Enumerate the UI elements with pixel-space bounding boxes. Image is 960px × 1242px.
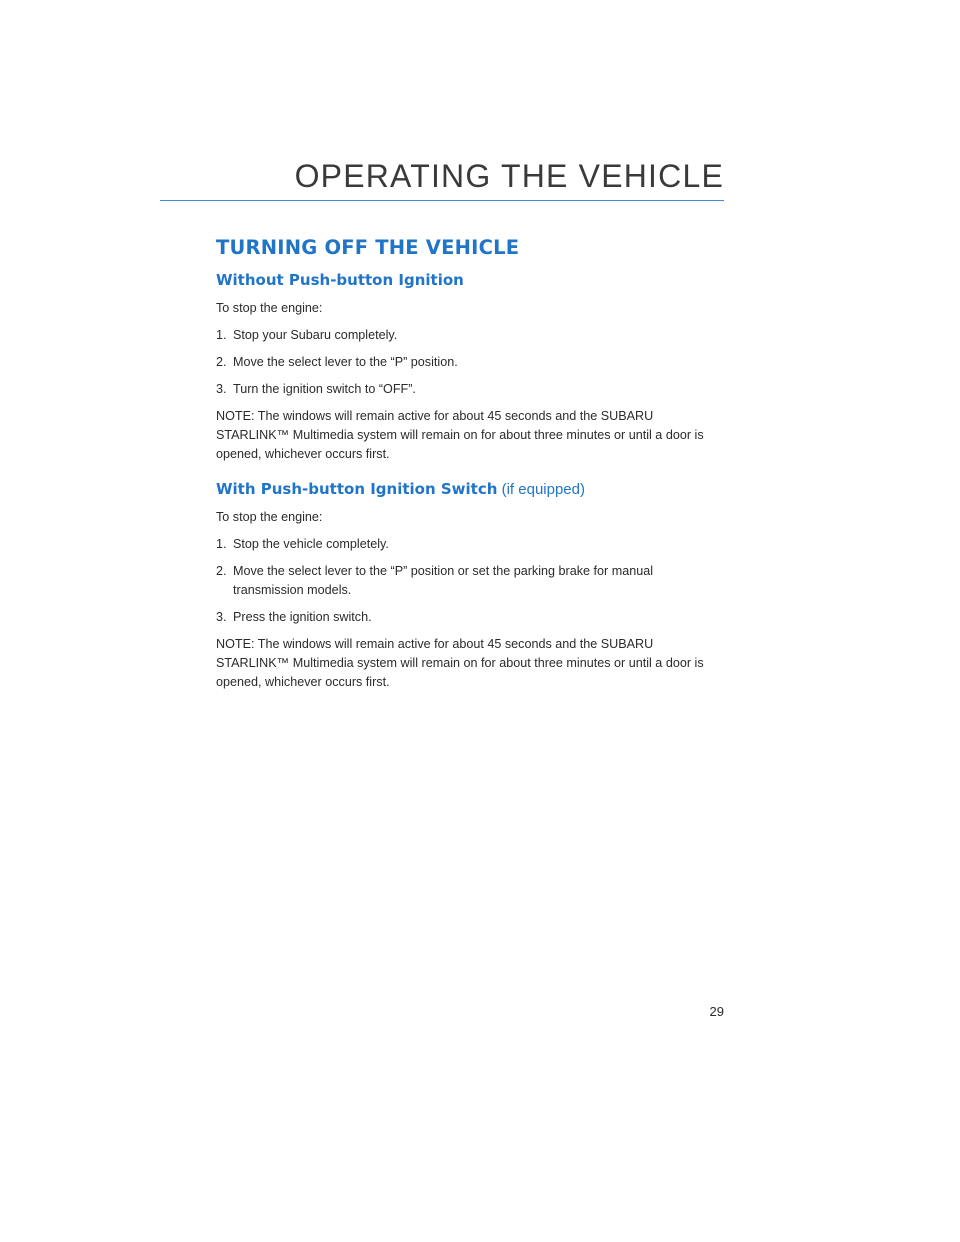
step-number: 2. [216, 355, 227, 369]
step-text: Stop the vehicle completely. [233, 537, 389, 551]
step-text: Turn the ignition switch to “OFF”. [233, 382, 416, 396]
page-content [216, 236, 726, 706]
list-item [216, 608, 726, 627]
list-item [216, 535, 726, 554]
list-item [216, 562, 726, 600]
subsection-title: Without Push-button Ignition [216, 271, 464, 289]
step-text: Move the select lever to the “P” position. [233, 355, 458, 369]
subsection-heading [216, 271, 726, 289]
list-item [216, 353, 726, 372]
step-number: 1. [216, 537, 227, 551]
step-text: Press the ignition switch. [233, 610, 372, 624]
step-text: Move the select lever to the “P” position or set the parking brake for manual transmission models. [233, 564, 654, 597]
section-heading: TURNING OFF THE VEHICLE [216, 236, 520, 259]
list-item [216, 380, 726, 399]
step-number: 3. [216, 382, 227, 396]
page-number: 29 [709, 1004, 724, 1019]
subsection-with-push-button [216, 480, 726, 692]
note-text: NOTE: The windows will remain active for about 45 seconds and the SUBARU STARLINK™ Multimedia system will remain on for about three minutes or until a door is opened, whichever occurs first. [216, 409, 704, 461]
note-text: NOTE: The windows will remain active for about 45 seconds and the SUBARU STARLINK™ Multimedia system will remain on for about three minutes or until a door is opened, whichever occurs first. [216, 637, 704, 689]
intro-text: To stop the engine: [216, 510, 323, 524]
subsection-title: With Push-button Ignition Switch [216, 480, 498, 498]
list-item [216, 326, 726, 345]
step-number: 1. [216, 328, 227, 342]
step-number: 2. [216, 564, 227, 578]
step-text: Stop your Subaru completely. [233, 328, 398, 342]
chapter-title: OPERATING THE VEHICLE [294, 158, 724, 194]
step-number: 3. [216, 610, 227, 624]
subsection-qualifier: (if equipped) [497, 481, 585, 498]
subsection-without-push-button [216, 271, 726, 464]
subsection-heading [216, 480, 726, 498]
header-divider [160, 200, 724, 201]
intro-text: To stop the engine: [216, 301, 323, 315]
